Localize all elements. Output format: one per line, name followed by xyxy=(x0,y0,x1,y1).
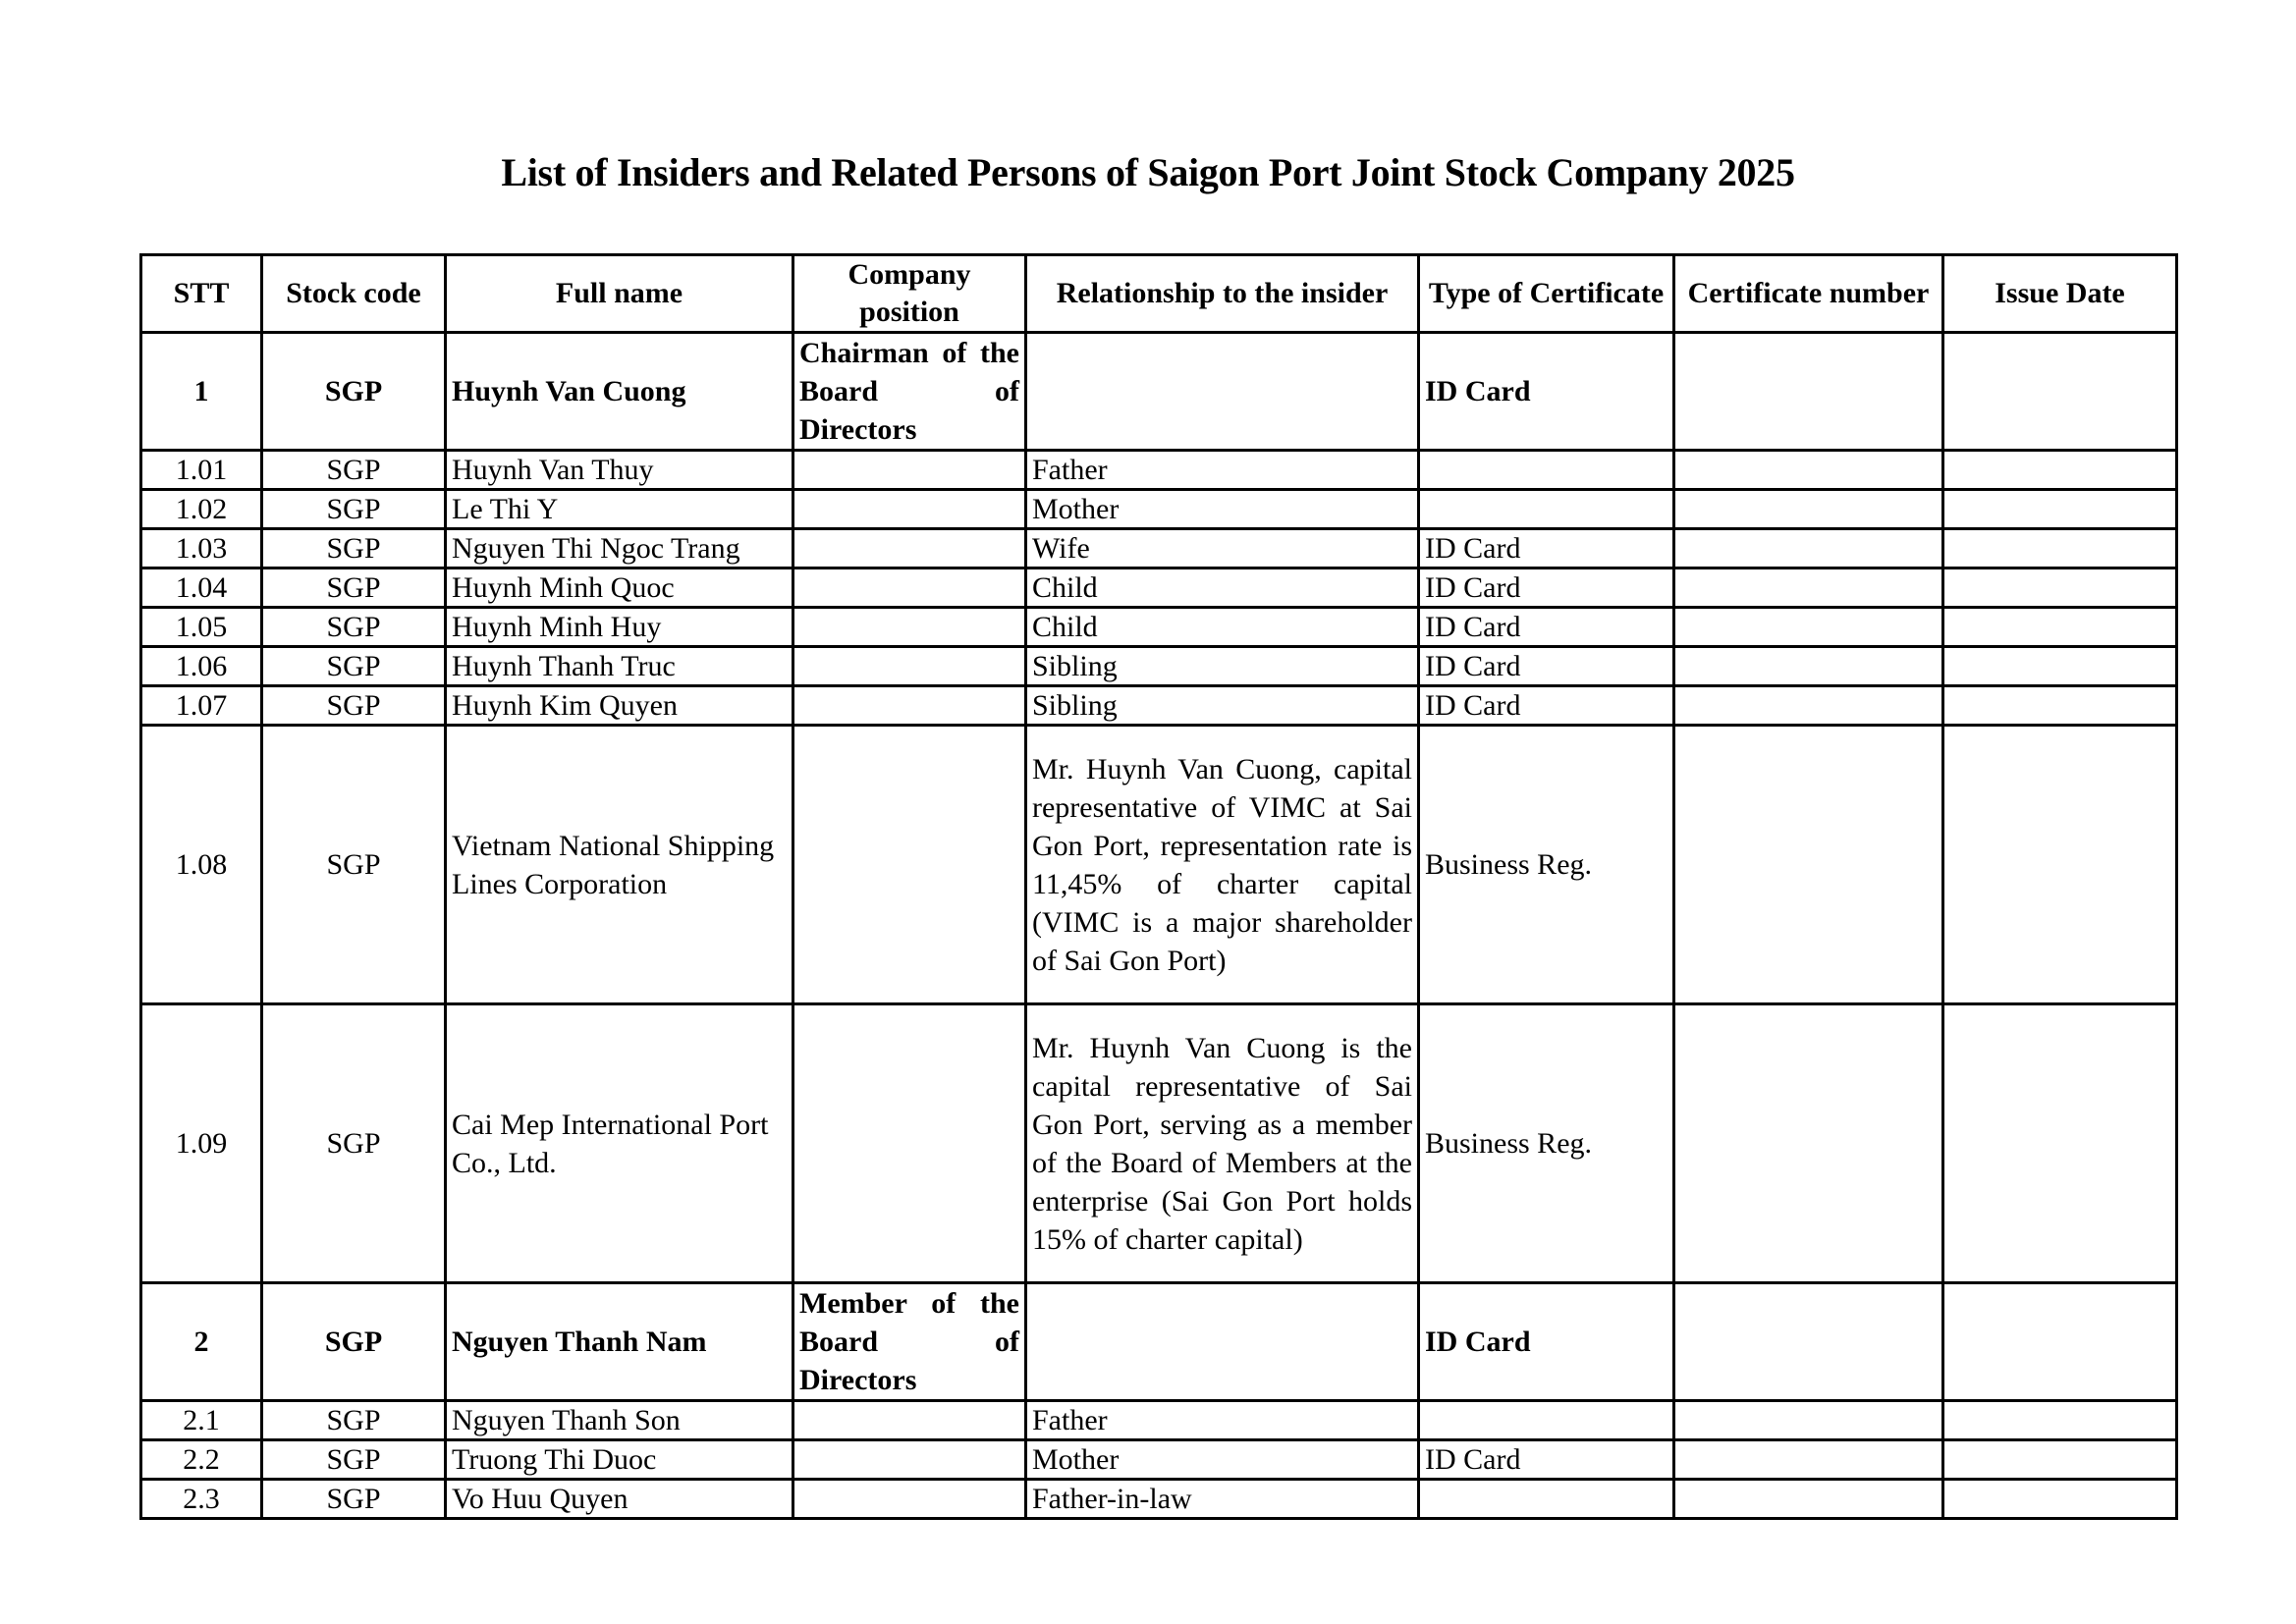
cell-full-name: Nguyen Thanh Son xyxy=(446,1401,793,1440)
cell-stt: 1.01 xyxy=(141,451,262,490)
cell-certificate-type: ID Card xyxy=(1419,529,1674,568)
cell-stt: 1.09 xyxy=(141,1004,262,1283)
cell-stt: 1.08 xyxy=(141,726,262,1004)
cell-stock-code: SGP xyxy=(262,451,446,490)
cell-stock-code: SGP xyxy=(262,529,446,568)
table-row xyxy=(141,647,2177,686)
cell-stt: 2.2 xyxy=(141,1440,262,1480)
cell-position xyxy=(793,608,1026,647)
cell-certificate-number xyxy=(1674,1480,1943,1519)
table-row xyxy=(141,1480,2177,1519)
cell-full-name: Huynh Thanh Truc xyxy=(446,647,793,686)
cell-certificate-number xyxy=(1674,647,1943,686)
cell-full-name: Huynh Van Thuy xyxy=(446,451,793,490)
cell-full-name: Huynh Minh Huy xyxy=(446,608,793,647)
header-full-name: Full name xyxy=(446,255,793,333)
cell-certificate-type xyxy=(1419,1480,1674,1519)
cell-full-name: Nguyen Thi Ngoc Trang xyxy=(446,529,793,568)
cell-relationship xyxy=(1026,333,1419,451)
table-row xyxy=(141,686,2177,726)
table-row xyxy=(141,490,2177,529)
cell-relationship: Mr. Huynh Van Cuong, capital representative of VIMC at Sai Gon Port, representation rate is 11,45% of charter capital (VIMC is a major shareholder of Sai Gon Port) xyxy=(1026,726,1419,1004)
header-stt: STT xyxy=(141,255,262,333)
cell-certificate-type: ID Card xyxy=(1419,647,1674,686)
cell-certificate-number xyxy=(1674,490,1943,529)
cell-issue-date xyxy=(1943,686,2177,726)
header-issue-date: Issue Date xyxy=(1943,255,2177,333)
cell-certificate-number xyxy=(1674,568,1943,608)
table-row-insider xyxy=(141,333,2177,451)
header-relationship: Relationship to the insider xyxy=(1026,255,1419,333)
cell-relationship: Mother xyxy=(1026,490,1419,529)
cell-stt: 1.02 xyxy=(141,490,262,529)
table-row xyxy=(141,726,2177,1004)
cell-stt: 1.06 xyxy=(141,647,262,686)
cell-stock-code: SGP xyxy=(262,608,446,647)
cell-relationship: Child xyxy=(1026,568,1419,608)
cell-relationship: Child xyxy=(1026,608,1419,647)
cell-issue-date xyxy=(1943,726,2177,1004)
cell-stock-code: SGP xyxy=(262,1283,446,1401)
cell-position xyxy=(793,568,1026,608)
cell-certificate-type: ID Card xyxy=(1419,333,1674,451)
header-certificate-number: Certificate number xyxy=(1674,255,1943,333)
cell-certificate-type: ID Card xyxy=(1419,1440,1674,1480)
cell-position xyxy=(793,451,1026,490)
header-certificate-type: Type of Certificate xyxy=(1419,255,1674,333)
cell-certificate-type: ID Card xyxy=(1419,686,1674,726)
cell-relationship: Father-in-law xyxy=(1026,1480,1419,1519)
table-row-insider xyxy=(141,1283,2177,1401)
cell-position xyxy=(793,686,1026,726)
cell-full-name: Nguyen Thanh Nam xyxy=(446,1283,793,1401)
cell-issue-date xyxy=(1943,333,2177,451)
cell-certificate-number xyxy=(1674,1283,1943,1401)
cell-full-name: Vo Huu Quyen xyxy=(446,1480,793,1519)
cell-stock-code: SGP xyxy=(262,1004,446,1283)
cell-stock-code: SGP xyxy=(262,1440,446,1480)
cell-certificate-number xyxy=(1674,686,1943,726)
cell-stock-code: SGP xyxy=(262,1480,446,1519)
cell-issue-date xyxy=(1943,1440,2177,1480)
table-row xyxy=(141,1401,2177,1440)
cell-certificate-type xyxy=(1419,451,1674,490)
cell-certificate-number xyxy=(1674,529,1943,568)
cell-issue-date xyxy=(1943,451,2177,490)
cell-relationship: Mother xyxy=(1026,1440,1419,1480)
insiders-table xyxy=(139,253,2178,1520)
cell-position xyxy=(793,529,1026,568)
table-row xyxy=(141,568,2177,608)
cell-position: Member of the Board of Directors xyxy=(793,1283,1026,1401)
cell-stock-code: SGP xyxy=(262,686,446,726)
cell-position xyxy=(793,1401,1026,1440)
cell-issue-date xyxy=(1943,1004,2177,1283)
document-title: List of Insiders and Related Persons of Saigon Port Joint Stock Company 2025 xyxy=(501,150,1795,194)
cell-relationship: Sibling xyxy=(1026,686,1419,726)
cell-certificate-number xyxy=(1674,451,1943,490)
cell-relationship: Father xyxy=(1026,1401,1419,1440)
cell-certificate-type: ID Card xyxy=(1419,568,1674,608)
cell-position xyxy=(793,1480,1026,1519)
cell-stock-code: SGP xyxy=(262,333,446,451)
cell-issue-date xyxy=(1943,568,2177,608)
cell-stock-code: SGP xyxy=(262,1401,446,1440)
cell-issue-date xyxy=(1943,529,2177,568)
cell-certificate-type xyxy=(1419,1401,1674,1440)
cell-position xyxy=(793,1440,1026,1480)
table-row xyxy=(141,608,2177,647)
cell-certificate-number xyxy=(1674,1004,1943,1283)
cell-full-name: Truong Thi Duoc xyxy=(446,1440,793,1480)
header-company-position: Company position xyxy=(793,255,1026,333)
cell-full-name: Cai Mep International Port Co., Ltd. xyxy=(446,1004,793,1283)
cell-certificate-type: ID Card xyxy=(1419,1283,1674,1401)
cell-stt: 1.07 xyxy=(141,686,262,726)
cell-relationship xyxy=(1026,1283,1419,1401)
cell-stock-code: SGP xyxy=(262,726,446,1004)
cell-stt: 2.3 xyxy=(141,1480,262,1519)
cell-issue-date xyxy=(1943,1480,2177,1519)
cell-position xyxy=(793,490,1026,529)
cell-full-name: Huynh Kim Quyen xyxy=(446,686,793,726)
cell-stt: 1 xyxy=(141,333,262,451)
cell-issue-date xyxy=(1943,1401,2177,1440)
cell-certificate-number xyxy=(1674,1401,1943,1440)
header-stock-code: Stock code xyxy=(262,255,446,333)
cell-position xyxy=(793,1004,1026,1283)
cell-certificate-number xyxy=(1674,333,1943,451)
cell-certificate-type xyxy=(1419,490,1674,529)
cell-position xyxy=(793,647,1026,686)
cell-position xyxy=(793,726,1026,1004)
cell-issue-date xyxy=(1943,647,2177,686)
cell-stock-code: SGP xyxy=(262,490,446,529)
cell-full-name: Huynh Minh Quoc xyxy=(446,568,793,608)
cell-issue-date xyxy=(1943,1283,2177,1401)
cell-stt: 1.05 xyxy=(141,608,262,647)
cell-certificate-type: ID Card xyxy=(1419,608,1674,647)
cell-stock-code: SGP xyxy=(262,568,446,608)
cell-relationship: Father xyxy=(1026,451,1419,490)
cell-stt: 1.03 xyxy=(141,529,262,568)
cell-full-name: Le Thi Y xyxy=(446,490,793,529)
cell-certificate-type: Business Reg. xyxy=(1419,1004,1674,1283)
cell-certificate-number xyxy=(1674,608,1943,647)
cell-relationship: Sibling xyxy=(1026,647,1419,686)
cell-certificate-number xyxy=(1674,726,1943,1004)
table-row xyxy=(141,451,2177,490)
table-header-row xyxy=(141,255,2177,333)
cell-certificate-type: Business Reg. xyxy=(1419,726,1674,1004)
cell-issue-date xyxy=(1943,490,2177,529)
table-row xyxy=(141,1440,2177,1480)
cell-relationship: Mr. Huynh Van Cuong is the capital representative of Sai Gon Port, serving as a member of the Board of Members at the enterprise (Sai Gon Port holds 15% of charter capital) xyxy=(1026,1004,1419,1283)
table-row xyxy=(141,1004,2177,1283)
cell-stt: 1.04 xyxy=(141,568,262,608)
cell-relationship: Wife xyxy=(1026,529,1419,568)
cell-full-name: Vietnam National Shipping Lines Corporation xyxy=(446,726,793,1004)
cell-position: Chairman of the Board of Directors xyxy=(793,333,1026,451)
cell-stt: 2 xyxy=(141,1283,262,1401)
cell-stt: 2.1 xyxy=(141,1401,262,1440)
cell-certificate-number xyxy=(1674,1440,1943,1480)
table-row xyxy=(141,529,2177,568)
cell-stock-code: SGP xyxy=(262,647,446,686)
cell-full-name: Huynh Van Cuong xyxy=(446,333,793,451)
cell-issue-date xyxy=(1943,608,2177,647)
